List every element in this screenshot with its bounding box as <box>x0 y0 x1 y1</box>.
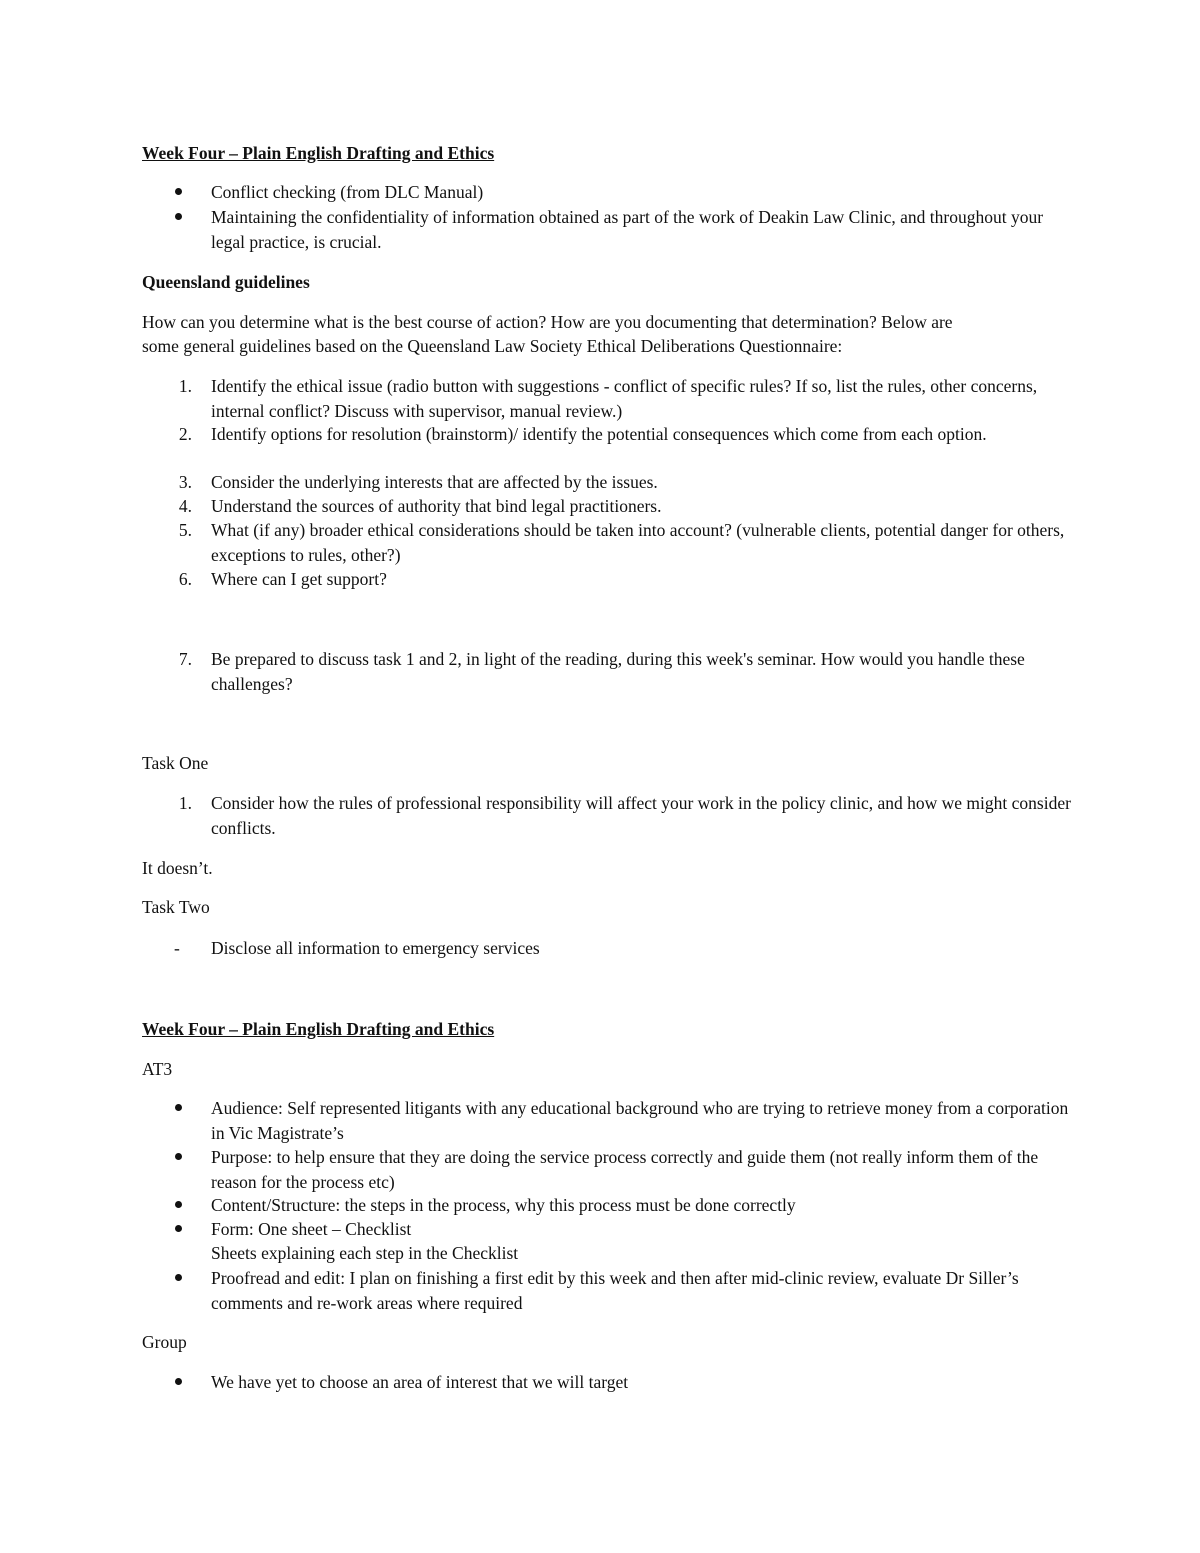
section-label: AT3 <box>142 1059 173 1079</box>
list-item: Conflict checking (from DLC Manual) <box>211 182 484 202</box>
list-number: 5. <box>178 520 192 540</box>
list-item: Audience: Self represented litigants with any educational background who are trying to retrieve money from a corporation in Vic Magistrate’s <box>211 1098 1069 1143</box>
bullet-icon <box>175 1266 185 1290</box>
list-item: Be prepared to discuss task 1 and 2, in light of the reading, during this week's seminar. How would you handle these challenges? <box>211 649 1025 694</box>
list-item: Consider how the rules of professional responsibility will affect your work in the policy clinic, and how we might consider conflicts. <box>211 793 1071 838</box>
task-label: Task Two <box>142 897 210 917</box>
list-item: Purpose: to help ensure that they are doing the service process correctly and guide them (not really inform them of the reason for the process etc) <box>211 1147 1039 1192</box>
list-item: Maintaining the confidentiality of information obtained as part of the work of Deakin Law Clinic, and throughout your legal practice, is crucial. <box>211 207 1044 252</box>
bullet-icon <box>175 1193 185 1217</box>
list-item-continuation: Sheets explaining each step in the Checklist <box>211 1243 519 1263</box>
list-number: 2. <box>178 424 192 444</box>
list-item: Content/Structure: the steps in the process, why this process must be done correctly <box>211 1195 796 1215</box>
answer-text: It doesn’t. <box>142 858 213 878</box>
list-number: 4. <box>178 496 192 516</box>
list-item: Consider the underlying interests that are affected by the issues. <box>211 472 658 492</box>
list-item: Form: One sheet – Checklist <box>211 1219 412 1239</box>
dash-marker: - <box>174 938 180 958</box>
list-item: We have yet to choose an area of interest that we will target <box>211 1372 629 1392</box>
task-label: Task One <box>142 753 209 773</box>
list-number: 6. <box>178 569 192 589</box>
list-item: Understand the sources of authority that bind legal practitioners. <box>211 496 662 516</box>
bullet-icon <box>175 180 185 204</box>
list-item: What (if any) broader ethical considerations should be taken into account? (vulnerable clients, potential danger for others, exceptions to rules, other?) <box>211 520 1065 565</box>
section-heading: Week Four – Plain English Drafting and Ethics <box>142 143 495 163</box>
paragraph-line: How can you determine what is the best course of action? How are you documenting that determination? Below are <box>142 312 953 332</box>
list-number: 1. <box>178 793 192 813</box>
paragraph-line: some general guidelines based on the Queensland Law Society Ethical Deliberations Questionnaire: <box>142 336 843 356</box>
list-item: Proofread and edit: I plan on finishing a first edit by this week and then after mid-clinic review, evaluate Dr Siller’s comments and re-work areas where required <box>211 1268 1019 1313</box>
bullet-icon <box>175 205 185 229</box>
list-number: 1. <box>178 376 192 396</box>
list-item: Identify options for resolution (brainstorm)/ identify the potential consequences which come from each option. <box>211 424 987 444</box>
section-label: Group <box>142 1332 187 1352</box>
section-heading: Week Four – Plain English Drafting and Ethics <box>142 1019 495 1039</box>
list-number: 3. <box>178 472 192 492</box>
list-item: Disclose all information to emergency services <box>211 938 540 958</box>
bullet-icon <box>175 1096 185 1120</box>
bullet-icon <box>175 1370 185 1394</box>
list-item: Where can I get support? <box>211 569 387 589</box>
bullet-icon <box>175 1145 185 1169</box>
bullet-icon <box>175 1217 185 1241</box>
list-item: Identify the ethical issue (radio button with suggestions - conflict of specific rules? If so, list the rules, other concerns, internal conflict? Discuss with supervisor, manual review.) <box>211 376 1038 421</box>
list-number: 7. <box>178 649 192 669</box>
subheading: Queensland guidelines <box>142 272 310 292</box>
